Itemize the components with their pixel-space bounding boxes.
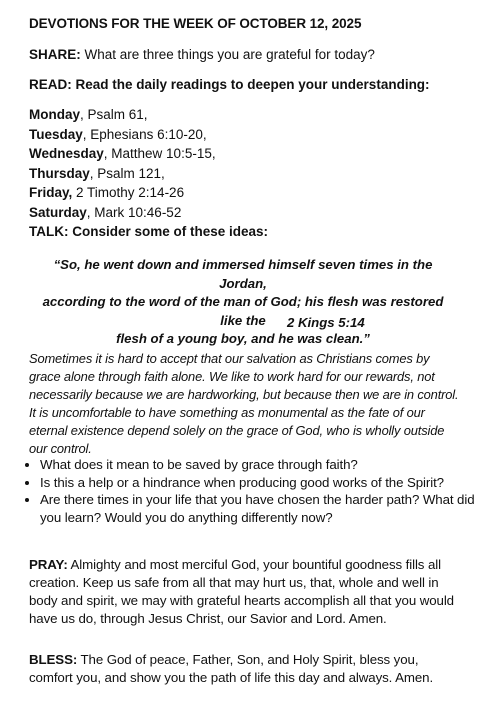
share-text: What are three things you are grateful for today? (80, 47, 375, 62)
reading-item (29, 105, 268, 125)
reading-text: , Matthew 10:5-15, (103, 146, 216, 161)
share-line (29, 47, 375, 62)
talk-text: Consider some of these ideas: (68, 224, 269, 239)
reflection-paragraph (29, 350, 459, 458)
reflection-line: our control. (29, 441, 92, 456)
discussion-questions (22, 456, 480, 526)
pray-text: Almighty and most merciful God, your bountiful goodness fills all creation. Keep us safe from all that may hurt us, that, whole and well in body and spirit, we may with grateful hearts accomplish all that you would have us do, through Jesus Christ, our Savior and Lord. Amen. (29, 557, 454, 626)
quote-line: “So, he went down and immersed himself seven times in the Jordan, (53, 257, 433, 291)
reading-item (29, 164, 268, 184)
reflection-line: eternal existence depend solely on the grace of God, who is wholly outside (29, 423, 445, 438)
talk-label: TALK: (29, 224, 69, 239)
reflection-line: grace alone through faith alone. We like to work hard for our rewards, not (29, 369, 435, 384)
reading-text: 2 Timothy 2:14-26 (72, 185, 185, 200)
read-text: Read the daily readings to deepen your understanding: (71, 77, 430, 92)
reflection-line: Sometimes it is hard to accept that our salvation as Christians comes by (29, 351, 430, 366)
reading-item (29, 125, 268, 145)
reading-day: Monday (29, 107, 81, 122)
page-title: DEVOTIONS FOR THE WEEK OF OCTOBER 12, 2025 (29, 16, 362, 31)
question-item: • Is this a help or a hindrance when producing good works of the Spirit? (40, 474, 480, 492)
share-label: SHARE: (29, 47, 81, 62)
reading-item (29, 203, 268, 223)
question-item: • Are there times in your life that you have chosen the harder path? What did you learn? Would you do anything differently now? (40, 491, 480, 526)
scripture-reference: 2 Kings 5:14 (287, 315, 365, 330)
pray-label: PRAY: (29, 557, 68, 572)
prayer-paragraph (29, 556, 459, 628)
quote-line: according to the word of the man of God; his flesh was restored like the (42, 294, 444, 328)
reading-text: , Psalm 61, (80, 107, 148, 122)
reading-item (29, 183, 268, 203)
reading-text: , Psalm 121, (89, 165, 165, 181)
reading-item (29, 144, 268, 164)
reading-day: Friday, (29, 185, 73, 200)
quote-line: flesh of a young boy, and he was clean.” (116, 331, 370, 346)
reflection-line: necessarily because we are hardworking, but because then we are in control. (29, 387, 459, 402)
reflection-line: It is uncomfortable to have something as monumental as the fate of our (29, 405, 425, 420)
bless-label: BLESS: (29, 652, 78, 667)
readings-list (29, 105, 268, 242)
question-item: • What does it mean to be saved by grace through faith? (40, 456, 480, 474)
read-line (29, 77, 430, 92)
reading-day: Saturday (29, 204, 87, 220)
reading-day: Thursday (29, 165, 90, 181)
scripture-quote (30, 256, 456, 349)
bless-text: The God of peace, Father, Son, and Holy Spirit, bless you, comfort you, and show you the path of life this day and always. Amen. (29, 652, 434, 685)
reading-day: Tuesday (29, 126, 83, 142)
reading-day: Wednesday (29, 146, 104, 161)
reading-text: , Ephesians 6:10-20, (82, 126, 207, 142)
talk-line (29, 222, 268, 242)
blessing-paragraph (29, 651, 459, 687)
reading-text: , Mark 10:46-52 (86, 204, 182, 220)
read-label: READ: (29, 77, 72, 92)
